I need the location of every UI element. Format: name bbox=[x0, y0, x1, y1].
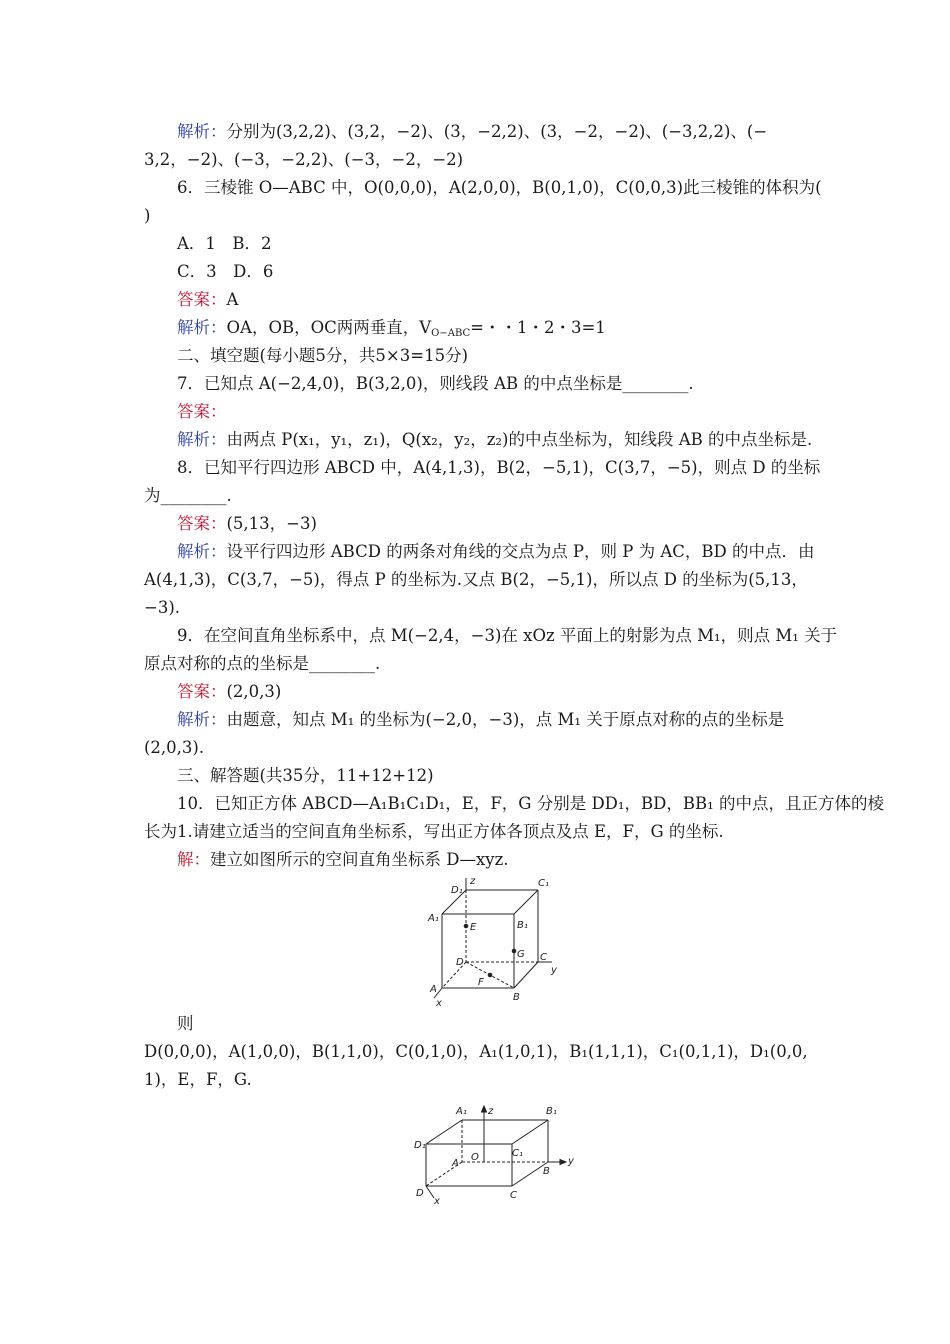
answer-line: 答案：(5,13，−3) bbox=[177, 514, 317, 533]
option-line: A．1 B．2 bbox=[177, 234, 272, 253]
answer-label: 答案： bbox=[177, 514, 227, 533]
solution-label: 解： bbox=[177, 850, 210, 869]
analysis-label: 解析： bbox=[177, 710, 227, 729]
label-B: B bbox=[513, 992, 520, 1003]
label-x: x bbox=[434, 1196, 440, 1207]
answer-line: 答案：A bbox=[177, 290, 239, 309]
point-F bbox=[488, 973, 493, 978]
x-axis bbox=[426, 1186, 434, 1198]
label-A1: A₁ bbox=[428, 913, 439, 924]
edge-B1C1 bbox=[512, 1120, 548, 1144]
text-line: 则 bbox=[177, 1014, 194, 1033]
label-z: z bbox=[488, 1106, 494, 1117]
label-A1: A₁ bbox=[456, 1106, 467, 1117]
label-D1: D₁ bbox=[451, 885, 463, 896]
label-D: D bbox=[456, 957, 464, 968]
label-z: z bbox=[470, 876, 476, 887]
question-6: 6．三棱锥 O—ABC 中，O(0,0,0)，A(2,0,0)，B(0,1,0)，C(0,0,3)此三棱锥的体积为( bbox=[177, 178, 822, 197]
text-line: 3,2，−2)、(−3，−2,2)、(−3，−2，−2) bbox=[144, 150, 464, 169]
answer-line bbox=[177, 402, 227, 422]
label-E: E bbox=[470, 922, 477, 933]
question-9: 9．在空间直角坐标系中，点 M(−2,4，−3)在 xOz 平面上的射影为点 M₁，则点 M₁ 关于 bbox=[177, 626, 838, 645]
coordinates-line: D(0,0,0)，A(1,0,0)，B(1,1,0)，C(0,1,0)，A₁(1,0,1)，B₁(1,1,1)，C₁(0,1,1)，D₁(0,0, bbox=[144, 1042, 808, 1061]
y-arrow bbox=[560, 1160, 566, 1165]
cube-figure-1 bbox=[420, 874, 570, 1012]
answer-label: 答案： bbox=[177, 290, 227, 309]
text-line: (2,0,3). bbox=[144, 738, 205, 757]
label-C: C bbox=[540, 952, 547, 963]
question-8: 8．已知平行四边形 ABCD 中，A(4,1,3)，B(2，−5,1)，C(3,7，−5)，则点 D 的坐标 bbox=[177, 458, 821, 477]
box-figure-2 bbox=[412, 1100, 580, 1208]
answer-label: 答案： bbox=[177, 402, 227, 421]
label-F: F bbox=[478, 977, 484, 988]
edge-BC bbox=[514, 962, 538, 988]
edge-D1A1 bbox=[426, 1120, 462, 1144]
label-D: D bbox=[416, 1188, 424, 1199]
text-line: ) bbox=[144, 206, 151, 225]
label-D1: D₁ bbox=[414, 1140, 426, 1151]
text-line: −3). bbox=[144, 598, 181, 617]
label-y: y bbox=[568, 1156, 574, 1167]
label-A: A bbox=[452, 1158, 459, 1169]
analysis-label: 解析： bbox=[177, 318, 227, 337]
section-heading: 二、填空题(每小题5分，共5×3=15分) bbox=[177, 346, 469, 365]
label-C: C bbox=[510, 1190, 517, 1201]
label-B1: B₁ bbox=[546, 1106, 557, 1117]
analysis-label: 解析： bbox=[177, 430, 227, 449]
label-C1: C₁ bbox=[538, 878, 549, 889]
label-A: A bbox=[430, 984, 437, 995]
text-line: 为________. bbox=[144, 486, 232, 505]
analysis-line: 解析：由题意，知点 M₁ 的坐标为(−2,0，−3)，点 M₁ 关于原点对称的点的坐标是 bbox=[177, 710, 785, 729]
text-line bbox=[177, 122, 767, 142]
analysis-label: 解析： bbox=[177, 542, 227, 561]
section-heading: 三、解答题(共35分，11+12+12) bbox=[177, 766, 434, 785]
label-O: O bbox=[471, 1152, 479, 1163]
label-y: y bbox=[551, 965, 557, 976]
label-x: x bbox=[436, 998, 442, 1009]
answer-line: 答案：(2,0,3) bbox=[177, 682, 282, 701]
label-B1: B₁ bbox=[517, 920, 528, 931]
point-E bbox=[464, 924, 469, 929]
analysis-line: 解析：设平行四边形 ABCD 的两条对角线的交点为点 P，则 P 为 AC，BD 的中点．由 bbox=[177, 542, 815, 561]
solution-line: 解：建立如图所示的空间直角坐标系 D—xyz. bbox=[177, 850, 509, 869]
line-text: 分别为(3,2,2)、(3,2，−2)、(3，−2,2)、(3，−2，−2)、(−3,2,2)、(− bbox=[226, 122, 768, 141]
answer-label: 答案： bbox=[177, 682, 227, 701]
text-line: 原点对称的点的坐标是________. bbox=[144, 654, 381, 673]
text-line: 1)，E，F，G. bbox=[144, 1070, 252, 1089]
label-C1: C₁ bbox=[512, 1148, 523, 1159]
question-7: 7．已知点 A(−2,4,0)，B(3,2,0)，则线段 AB 的中点坐标是________. bbox=[177, 374, 694, 393]
analysis-line: 解析：由两点 P(x₁，y₁，z₁)，Q(x₂，y₂，z₂)的中点坐标为，知线段 AB 的中点坐标是. bbox=[177, 430, 813, 449]
option-line: C．3 D．6 bbox=[177, 262, 274, 281]
edge-C1B1 bbox=[514, 890, 538, 914]
text-line: A(4,1,3)，C(3,7，−5)，得点 P 的坐标为.又点 B(2，−5,1)，所以点 D 的坐标为(5,13， bbox=[144, 570, 808, 589]
question-10: 10．已知正方体 ABCD—A₁B₁C₁D₁，E，F，G 分别是 DD₁，BD，BB₁ 的中点，且正方体的棱 bbox=[177, 794, 884, 813]
point-G bbox=[512, 949, 517, 954]
text-line: 长为1.请建立适当的空间直角坐标系，写出正方体各顶点及点 E，F，G 的坐标. bbox=[144, 822, 724, 841]
analysis-label: 解析： bbox=[177, 122, 227, 141]
label-G: G bbox=[517, 949, 525, 960]
analysis-line: 解析：OA，OB，OC两两垂直，$V_{O-ABC}=$・・1・2・3=1 bbox=[177, 318, 606, 339]
z-arrow bbox=[482, 1106, 487, 1112]
label-B: B bbox=[543, 1166, 550, 1177]
